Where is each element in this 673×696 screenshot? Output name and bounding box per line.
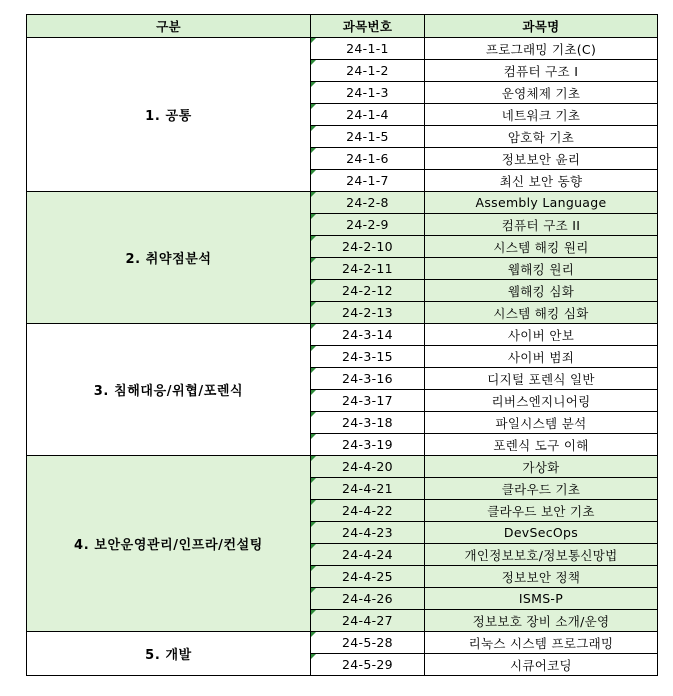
course-number-cell — [311, 302, 425, 324]
course-number-text: 24-1-5 — [346, 129, 389, 144]
cell-marker-icon — [311, 60, 316, 65]
course-number-cell — [311, 38, 425, 60]
course-number-cell — [311, 544, 425, 566]
cell-marker-icon — [311, 412, 316, 417]
header-course-number: 과목번호 — [311, 15, 425, 38]
course-number-cell — [311, 566, 425, 588]
course-number-cell — [311, 390, 425, 412]
course-name-cell: 리눅스 시스템 프로그래밍 — [425, 632, 658, 654]
cell-marker-icon — [311, 170, 316, 175]
course-number-cell — [311, 236, 425, 258]
course-number-cell — [311, 280, 425, 302]
course-name-cell: 컴퓨터 구조 I — [425, 60, 658, 82]
course-number-text: 24-1-6 — [346, 151, 389, 166]
table-row — [27, 324, 658, 346]
cell-marker-icon — [311, 104, 316, 109]
cell-marker-icon — [311, 324, 316, 329]
course-number-cell — [311, 126, 425, 148]
cell-marker-icon — [311, 38, 316, 43]
course-number-text: 24-5-29 — [342, 657, 393, 672]
course-name-cell: 정보보안 정책 — [425, 566, 658, 588]
course-name-cell: 컴퓨터 구조 II — [425, 214, 658, 236]
course-number-text: 24-4-23 — [342, 525, 393, 540]
course-name-cell: 가상화 — [425, 456, 658, 478]
course-name-cell: 정보보안 윤리 — [425, 148, 658, 170]
cell-marker-icon — [311, 258, 316, 263]
course-number-text: 24-5-28 — [342, 635, 393, 650]
course-number-text: 24-2-11 — [342, 261, 393, 276]
course-number-cell — [311, 610, 425, 632]
course-name-cell: 사이버 안보 — [425, 324, 658, 346]
course-number-cell — [311, 258, 425, 280]
course-name-cell: 정보보호 장비 소개/운영 — [425, 610, 658, 632]
course-number-cell — [311, 60, 425, 82]
course-number-text: 24-3-17 — [342, 393, 393, 408]
category-cell: 5. 개발 — [27, 632, 311, 676]
course-number-cell — [311, 478, 425, 500]
course-number-text: 24-4-21 — [342, 481, 393, 496]
course-number-cell — [311, 324, 425, 346]
course-number-text: 24-1-3 — [346, 85, 389, 100]
course-name-cell: 클라우드 기초 — [425, 478, 658, 500]
cell-marker-icon — [311, 544, 316, 549]
category-cell: 4. 보안운영관리/인프라/컨설팅 — [27, 456, 311, 632]
course-name-cell: 프로그래밍 기초(C) — [425, 38, 658, 60]
course-number-text: 24-4-26 — [342, 591, 393, 606]
cell-marker-icon — [311, 566, 316, 571]
course-name-cell: 운영체제 기초 — [425, 82, 658, 104]
course-number-cell — [311, 148, 425, 170]
course-name-cell: 웹해킹 심화 — [425, 280, 658, 302]
cell-marker-icon — [311, 82, 316, 87]
course-name-cell: Assembly Language — [425, 192, 658, 214]
course-name-cell: 웹해킹 원리 — [425, 258, 658, 280]
course-number-text: 24-2-10 — [342, 239, 393, 254]
cell-marker-icon — [311, 148, 316, 153]
table-row — [27, 456, 658, 478]
cell-marker-icon — [311, 456, 316, 461]
cell-marker-icon — [311, 500, 316, 505]
cell-marker-icon — [311, 632, 316, 637]
course-name-cell: 최신 보안 동향 — [425, 170, 658, 192]
cell-marker-icon — [311, 478, 316, 483]
course-number-text: 24-2-8 — [346, 195, 389, 210]
course-name-cell: 포렌식 도구 이해 — [425, 434, 658, 456]
course-number-text: 24-4-24 — [342, 547, 393, 562]
course-number-text: 24-1-7 — [346, 173, 389, 188]
category-cell: 1. 공통 — [27, 38, 311, 192]
category-cell: 2. 취약점분석 — [27, 192, 311, 324]
course-number-text: 24-4-22 — [342, 503, 393, 518]
course-name-cell: 시스템 해킹 원리 — [425, 236, 658, 258]
course-number-cell — [311, 104, 425, 126]
course-name-cell: 파일시스템 분석 — [425, 412, 658, 434]
course-name-cell: DevSecOps — [425, 522, 658, 544]
course-number-text: 24-3-19 — [342, 437, 393, 452]
cell-marker-icon — [311, 434, 316, 439]
cell-marker-icon — [311, 368, 316, 373]
header-category: 구분 — [27, 15, 311, 38]
cell-marker-icon — [311, 610, 316, 615]
header-course-name: 과목명 — [425, 15, 658, 38]
course-name-cell: 네트워크 기초 — [425, 104, 658, 126]
cell-marker-icon — [311, 192, 316, 197]
course-number-text: 24-1-1 — [346, 41, 389, 56]
course-number-text: 24-3-15 — [342, 349, 393, 364]
course-number-cell — [311, 412, 425, 434]
course-number-text: 24-2-9 — [346, 217, 389, 232]
cell-marker-icon — [311, 346, 316, 351]
course-number-cell — [311, 632, 425, 654]
course-number-cell — [311, 654, 425, 676]
course-table — [26, 14, 658, 676]
table-row — [27, 38, 658, 60]
course-number-cell — [311, 346, 425, 368]
course-name-cell: 사이버 범죄 — [425, 346, 658, 368]
cell-marker-icon — [311, 214, 316, 219]
cell-marker-icon — [311, 126, 316, 131]
course-name-cell: 리버스엔지니어링 — [425, 390, 658, 412]
course-number-cell — [311, 522, 425, 544]
course-number-text: 24-2-12 — [342, 283, 393, 298]
course-number-text: 24-4-20 — [342, 459, 393, 474]
course-number-cell — [311, 214, 425, 236]
course-number-cell — [311, 82, 425, 104]
course-number-text: 24-1-2 — [346, 63, 389, 78]
course-number-text: 24-4-25 — [342, 569, 393, 584]
category-cell: 3. 침해대응/위협/포렌식 — [27, 324, 311, 456]
course-number-text: 24-4-27 — [342, 613, 393, 628]
course-number-cell — [311, 588, 425, 610]
course-number-cell — [311, 368, 425, 390]
course-name-cell: 시스템 해킹 심화 — [425, 302, 658, 324]
course-number-text: 24-1-4 — [346, 107, 389, 122]
cell-marker-icon — [311, 588, 316, 593]
table-row — [27, 192, 658, 214]
course-name-cell: 시큐어코딩 — [425, 654, 658, 676]
cell-marker-icon — [311, 302, 316, 307]
course-name-cell: 개인정보보호/정보통신망법 — [425, 544, 658, 566]
cell-marker-icon — [311, 390, 316, 395]
course-number-text: 24-3-16 — [342, 371, 393, 386]
header-row — [27, 15, 658, 38]
course-number-cell — [311, 500, 425, 522]
course-number-cell — [311, 456, 425, 478]
table-row — [27, 632, 658, 654]
course-number-cell — [311, 434, 425, 456]
course-name-cell: 암호학 기초 — [425, 126, 658, 148]
course-number-cell — [311, 192, 425, 214]
course-number-text: 24-3-18 — [342, 415, 393, 430]
cell-marker-icon — [311, 522, 316, 527]
cell-marker-icon — [311, 280, 316, 285]
cell-marker-icon — [311, 654, 316, 659]
course-number-text: 24-3-14 — [342, 327, 393, 342]
cell-marker-icon — [311, 236, 316, 241]
course-number-cell — [311, 170, 425, 192]
course-number-text: 24-2-13 — [342, 305, 393, 320]
course-name-cell: ISMS-P — [425, 588, 658, 610]
course-name-cell: 클라우드 보안 기초 — [425, 500, 658, 522]
course-name-cell: 디지털 포렌식 일반 — [425, 368, 658, 390]
table-body — [27, 38, 658, 676]
